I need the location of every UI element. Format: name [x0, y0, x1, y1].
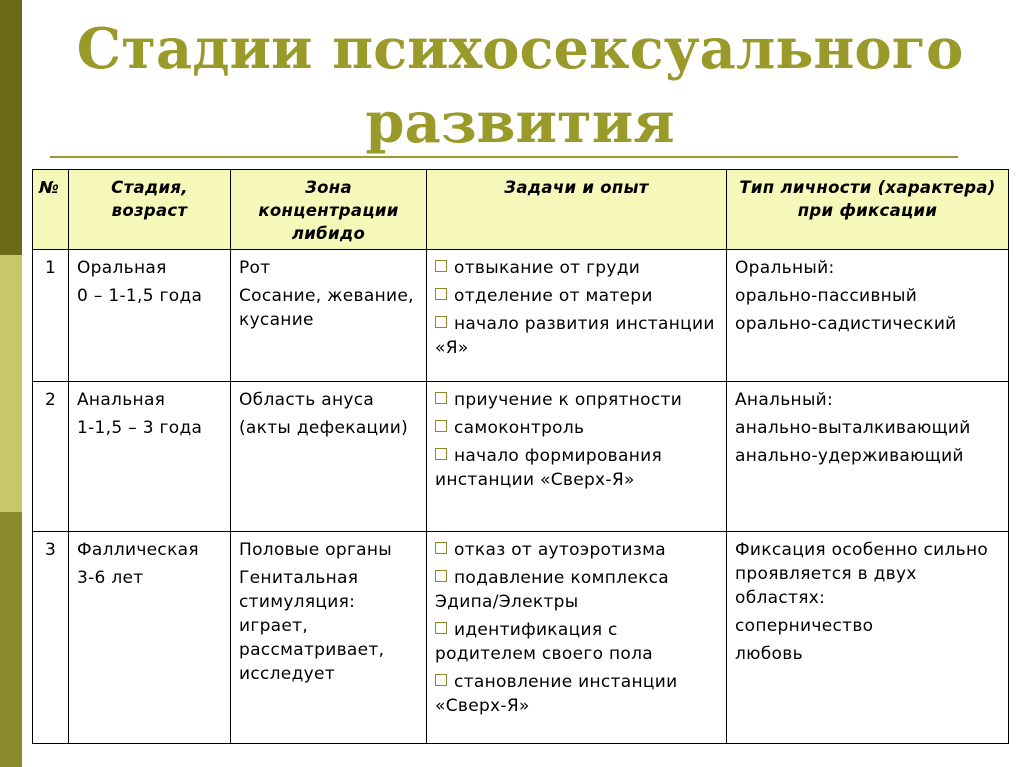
square-bullet-icon [435, 674, 447, 686]
tasks-cell [427, 532, 727, 744]
type-text: любовь [735, 644, 803, 664]
title-line-1: Стадии психосексуального [76, 16, 964, 82]
type-cell [727, 382, 1009, 532]
stage-age: 1-1,5 – 3 года [77, 418, 203, 438]
header-type: Тип личности (характера) при фиксации [727, 170, 1009, 250]
task-item: отделение от матери [435, 284, 718, 308]
tasks-cell [427, 250, 727, 382]
square-bullet-icon [435, 542, 447, 554]
slide-title [40, 12, 1000, 160]
table-row [33, 382, 1009, 532]
tasks-cell [427, 382, 727, 532]
stage-cell [69, 250, 231, 382]
header-stage: Стадия, возраст [69, 170, 231, 250]
task-item: идентификация с родителем своего пола [435, 620, 653, 664]
side-bar-segment-light [0, 255, 22, 512]
stage-name: Оральная [77, 258, 167, 278]
row-number: 1 [33, 250, 69, 382]
stage-age: 3-6 лет [77, 568, 144, 588]
stage-name: Анальная [77, 390, 166, 410]
task-item: становление инстанции «Сверх-Я» [435, 672, 678, 716]
zone-cell [231, 382, 427, 532]
type-text: соперничество [735, 616, 874, 636]
square-bullet-icon [435, 260, 447, 272]
type-cell [727, 250, 1009, 382]
task-item: приучение к опрятности [435, 388, 718, 412]
title-line-2: развития [365, 90, 675, 156]
title-underline [50, 156, 958, 158]
square-bullet-icon [435, 288, 447, 300]
stages-table [32, 169, 1009, 744]
type-text: анально-удерживающий [735, 446, 964, 466]
square-bullet-icon [435, 570, 447, 582]
zone-text: (акты дефекации) [239, 418, 409, 438]
task-item: подавление комплекса Эдипа/Электры [435, 568, 670, 612]
type-text: орально-пассивный [735, 286, 918, 306]
zone-text: Область ануса [239, 390, 375, 410]
zone-text: Половые органы [239, 540, 393, 560]
type-text: анально-выталкивающий [735, 418, 971, 438]
type-text: орально-садистический [735, 314, 957, 334]
table-row [33, 250, 1009, 382]
square-bullet-icon [435, 316, 447, 328]
task-item: начало формирования инстанции «Сверх-Я» [435, 446, 662, 490]
zone-cell [231, 532, 427, 744]
header-zone: Зона концентрации либидо [231, 170, 427, 250]
type-cell [727, 532, 1009, 744]
stage-age: 0 – 1-1,5 года [77, 286, 203, 306]
zone-cell [231, 250, 427, 382]
stage-cell [69, 382, 231, 532]
stage-name: Фаллическая [77, 540, 199, 560]
square-bullet-icon [435, 622, 447, 634]
zone-text: Рот [239, 258, 271, 278]
task-item: отказ от аутоэротизма [435, 538, 718, 562]
task-item: отвыкание от груди [435, 256, 718, 280]
zone-text: Сосание, жевание, кусание [239, 286, 414, 330]
side-bar-segment-mid [0, 512, 22, 767]
header-num: № [33, 170, 69, 250]
stage-cell [69, 532, 231, 744]
table-header-row [33, 170, 1009, 250]
square-bullet-icon [435, 448, 447, 460]
row-number: 3 [33, 532, 69, 744]
task-item: начало развития инстанции «Я» [435, 314, 715, 358]
type-text: Фиксация особенно сильно проявляется в двух областях: [735, 540, 989, 608]
type-text: Оральный: [735, 258, 835, 278]
row-number: 2 [33, 382, 69, 532]
header-tasks: Задачи и опыт [427, 170, 727, 250]
zone-text: Генитальная стимуляция: играет, рассматривает, исследует [239, 568, 385, 684]
table-row [33, 532, 1009, 744]
side-bar-segment-dark [0, 0, 22, 255]
square-bullet-icon [435, 420, 447, 432]
task-item: самоконтроль [435, 416, 718, 440]
side-accent-bar [0, 0, 22, 767]
type-text: Анальный: [735, 390, 834, 410]
square-bullet-icon [435, 392, 447, 404]
